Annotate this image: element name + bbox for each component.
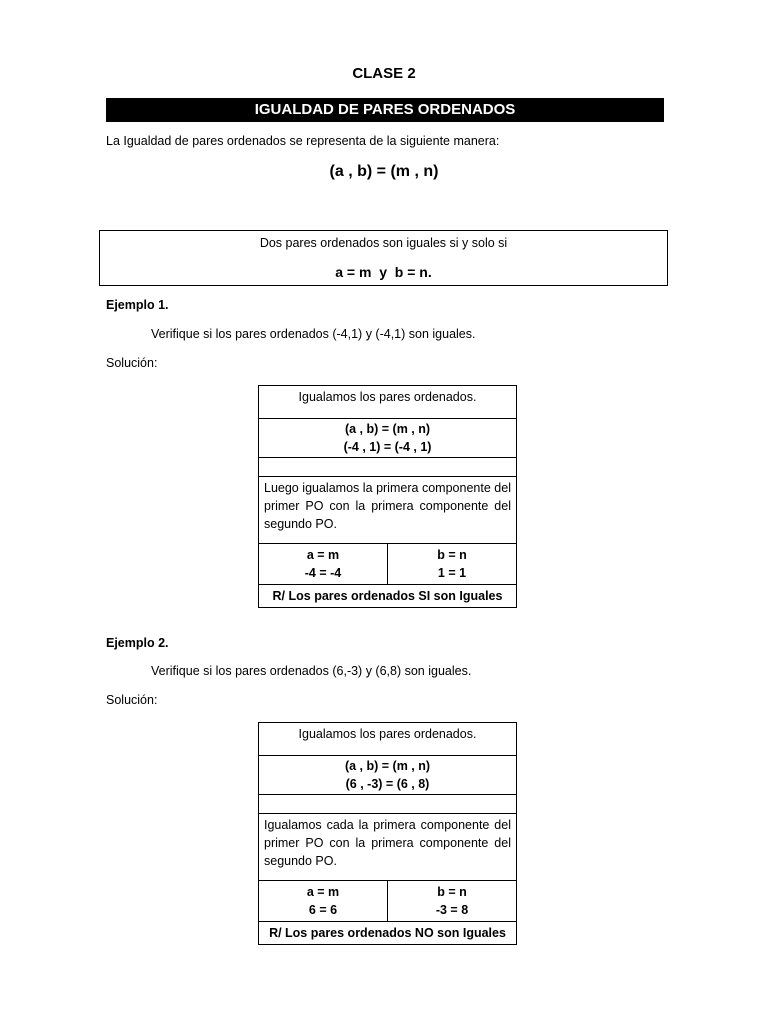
equation-specific: (6 , -3) = (6 , 8) [345, 777, 430, 791]
step-instruction: Igualamos los pares ordenados. [259, 386, 517, 419]
step-explanation: Igualamos cada la primera componente del primer PO con la primera componente del segundo PO. [259, 814, 517, 881]
equation-general: (a , b) = (m , n) [344, 422, 431, 436]
table-row [259, 386, 517, 419]
example-1-label: Ejemplo 1. [106, 298, 169, 312]
intro-text: La Igualdad de pares ordenados se representa de la siguiente manera: [106, 134, 500, 148]
equation-cell [259, 419, 517, 458]
example-1-solution-label: Solución: [106, 356, 158, 370]
table-row [259, 881, 517, 922]
result-cell: R/ Los pares ordenados SI son Iguales [259, 585, 517, 608]
example-1-solution-table [258, 385, 517, 608]
table-row [259, 477, 517, 544]
table-row [259, 723, 517, 756]
first-component-head: a = m [306, 548, 340, 562]
table-row [259, 419, 517, 458]
second-component-cell [388, 881, 517, 922]
step-instruction: Igualamos los pares ordenados. [259, 723, 517, 756]
second-component-value: -3 = 8 [435, 903, 469, 917]
equation-specific: (-4 , 1) = (-4 , 1) [343, 440, 432, 454]
second-component-value: 1 = 1 [437, 566, 467, 580]
equation-general: (a , b) = (m , n) [344, 759, 431, 773]
step-explanation: Luego igualamos la primera componente del primer PO con la primera componente del segundo PO. [259, 477, 517, 544]
definition-statement: Dos pares ordenados son iguales si y solo si [259, 236, 508, 250]
definition-condition: a = m y b = n. [335, 264, 432, 280]
table-row [259, 795, 517, 814]
example-1-statement: Verifique si los pares ordenados (-4,1) y (-4,1) son iguales. [151, 327, 476, 341]
second-component-head: b = n [437, 885, 467, 899]
table-row [259, 585, 517, 608]
table-row [259, 458, 517, 477]
example-2-label: Ejemplo 2. [106, 636, 169, 650]
second-component-head: b = n [437, 548, 467, 562]
first-component-cell [259, 881, 388, 922]
second-component-cell [388, 544, 517, 585]
equation-cell [259, 756, 517, 795]
table-row [259, 544, 517, 585]
empty-cell [259, 795, 517, 814]
table-row [259, 814, 517, 881]
table-row [259, 922, 517, 945]
table-row [259, 756, 517, 795]
example-2-solution-label: Solución: [106, 693, 158, 707]
page-title: CLASE 2 [352, 65, 416, 82]
first-component-value: 6 = 6 [308, 903, 338, 917]
empty-cell [259, 458, 517, 477]
example-2-statement: Verifique si los pares ordenados (6,-3) y (6,8) son iguales. [151, 664, 472, 678]
first-component-head: a = m [306, 885, 340, 899]
first-component-cell [259, 544, 388, 585]
topic-banner: IGUALDAD DE PARES ORDENADOS [106, 98, 664, 122]
first-component-value: -4 = -4 [304, 566, 342, 580]
example-2-solution-table [258, 722, 517, 945]
main-formula: (a , b) = (m , n) [329, 163, 439, 180]
result-cell: R/ Los pares ordenados NO son Iguales [259, 922, 517, 945]
definition-box [99, 230, 668, 286]
